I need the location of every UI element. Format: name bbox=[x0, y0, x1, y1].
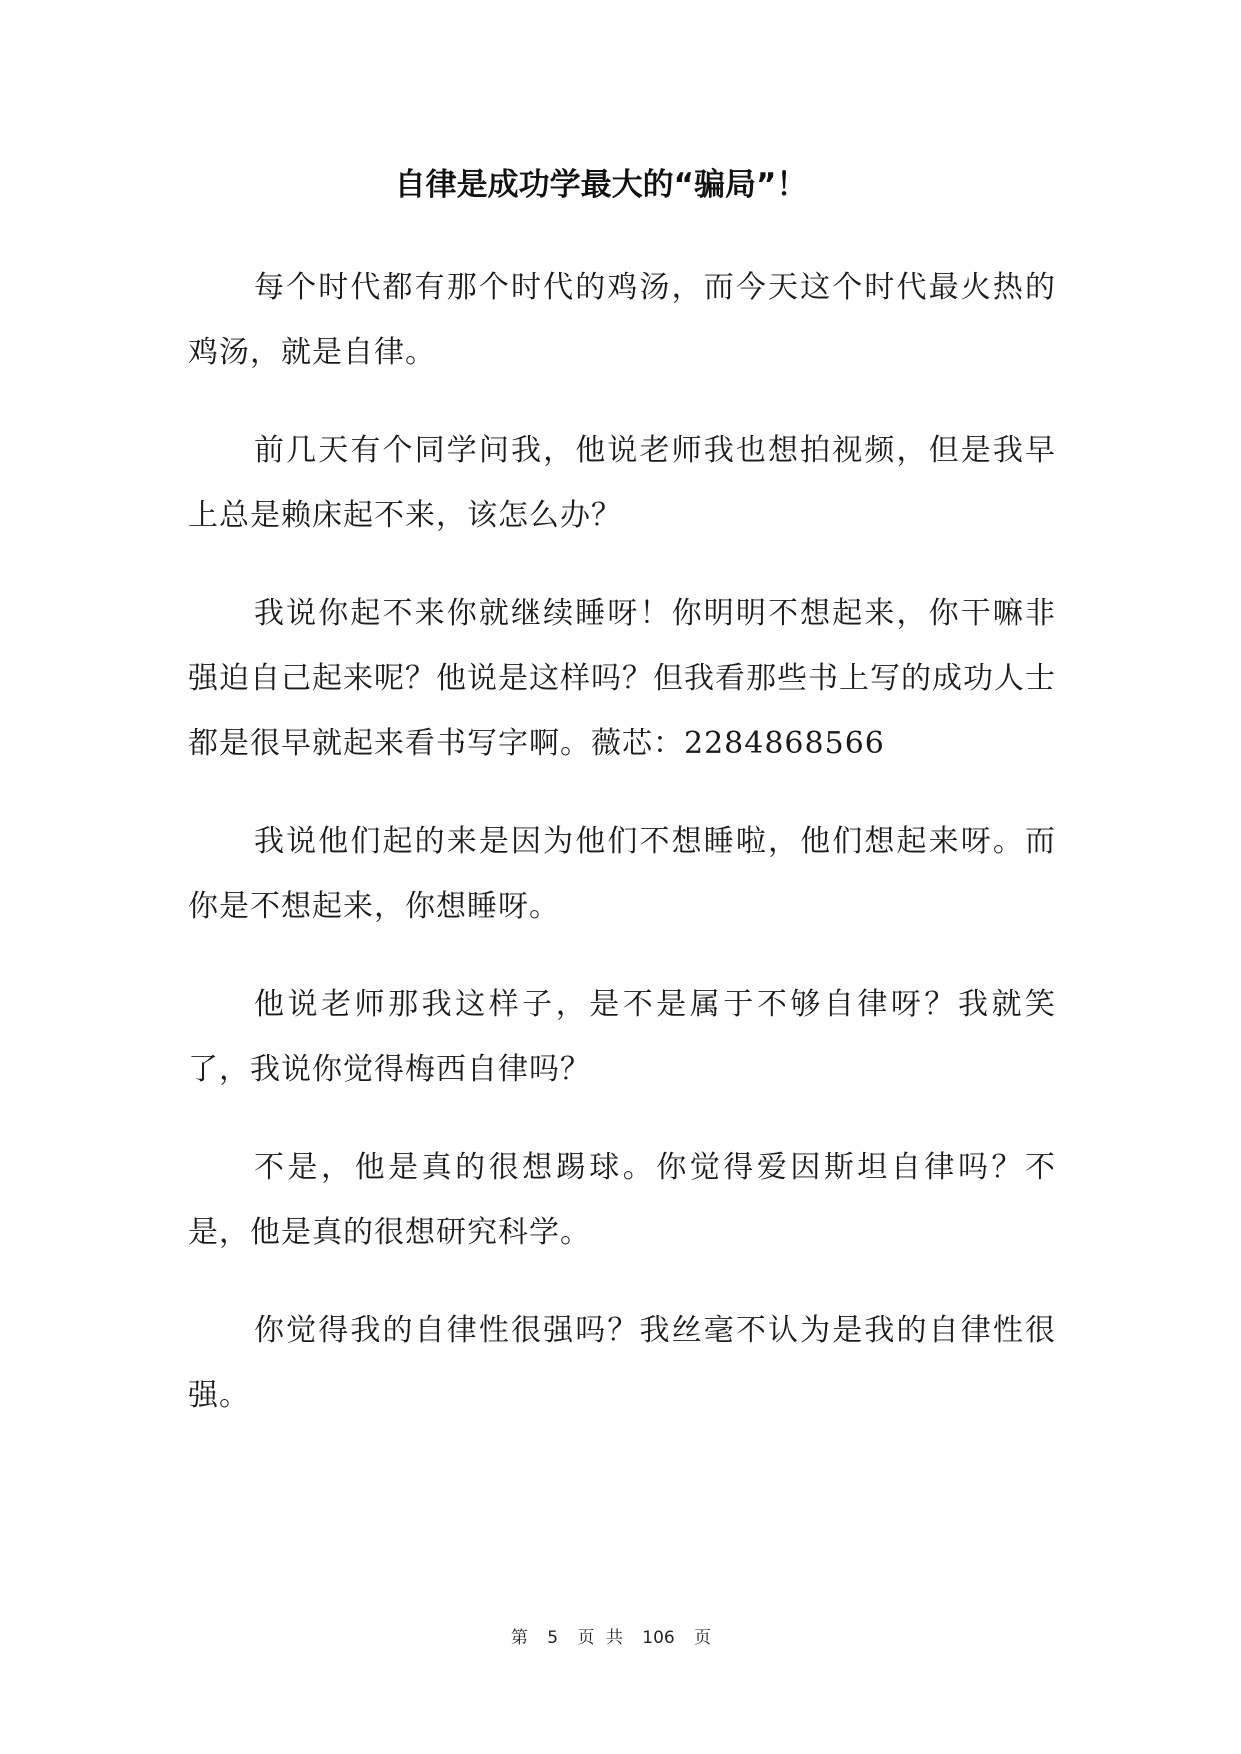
footer-middle: 页 共 bbox=[577, 1628, 623, 1648]
paragraph-5: 他说老师那我这样子，是不是属于不够自律呀？我就笑了，我说你觉得梅西自律吗？ bbox=[188, 987, 1056, 1087]
paragraph-3: 我说你起不来你就继续睡呀！你明明不想起来，你干嘛非强迫自己起来呢？他说是这样吗？但我看那些书上写的成功人士都是很早就起来看书写字啊。薇芯：2284868566 bbox=[188, 596, 1056, 761]
page-footer bbox=[0, 1624, 1222, 1652]
paragraph-1: 每个时代都有那个时代的鸡汤，而今天这个时代最火热的鸡汤，就是自律。 bbox=[188, 270, 1056, 370]
paragraph-6: 不是，他是真的很想踢球。你觉得爱因斯坦自律吗？不是，他是真的很想研究科学。 bbox=[188, 1150, 1056, 1250]
document-title: 自律是成功学最大的“骗局”！ bbox=[394, 167, 808, 203]
footer-page-number: 5 bbox=[547, 1628, 559, 1648]
footer-suffix: 页 bbox=[694, 1628, 712, 1648]
paragraph-7: 你觉得我的自律性很强吗？我丝毫不认为是我的自律性很强。 bbox=[188, 1313, 1056, 1413]
paragraph-2: 前几天有个同学问我，他说老师我也想拍视频，但是我早上总是赖床起不来，该怎么办？ bbox=[188, 433, 1056, 533]
paragraph-4: 我说他们起的来是因为他们不想睡啦，他们想起来呀。而你是不想起来，你想睡呀。 bbox=[188, 824, 1056, 924]
footer-total-pages: 106 bbox=[642, 1628, 675, 1648]
footer-prefix: 第 bbox=[510, 1628, 528, 1648]
document-body bbox=[188, 255, 1056, 1461]
